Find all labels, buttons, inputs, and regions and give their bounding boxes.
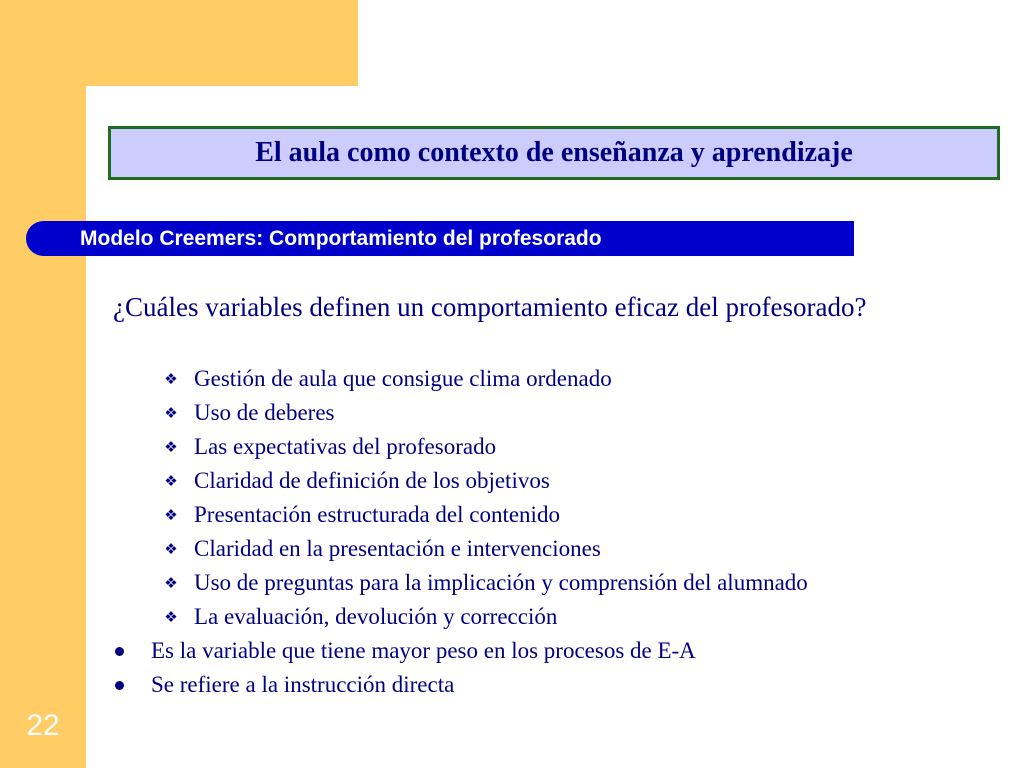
list-item <box>163 396 808 430</box>
list-item <box>163 430 808 464</box>
slide-number: 22 <box>26 709 60 742</box>
list-item-label: Gestión de aula que consigue clima ordenado <box>194 366 612 391</box>
list-item <box>163 498 808 532</box>
title-box <box>108 126 1000 180</box>
list-item <box>113 668 696 702</box>
diamond-bullet-icon: ❖ <box>164 404 178 422</box>
list-item-label: Las expectativas del profesorado <box>194 434 497 459</box>
list-item <box>163 532 808 566</box>
list-item-label: Uso de preguntas para la implicación y comprensión del alumnado <box>194 570 808 595</box>
list-item-label: Presentación estructurada del contenido <box>194 502 560 527</box>
slide-title: El aula como contexto de enseñanza y aprendizaje <box>255 137 853 168</box>
summary-list <box>113 634 696 702</box>
question-text: ¿Cuáles variables definen un comportamiento eficaz del profesorado? <box>113 292 867 322</box>
list-item-label: Claridad en la presentación e intervenciones <box>194 536 601 561</box>
list-item-label: La evaluación, devolución y corrección <box>194 604 558 629</box>
list-item-label: Es la variable que tiene mayor peso en los procesos de E-A <box>151 638 696 663</box>
decorative-left-bar <box>0 0 86 768</box>
diamond-bullet-icon: ❖ <box>164 472 178 490</box>
diamond-bullet-icon: ❖ <box>164 506 178 524</box>
diamond-bullet-icon: ❖ <box>164 540 178 558</box>
round-bullet-icon <box>115 647 124 656</box>
list-item <box>163 362 808 396</box>
diamond-bullet-icon: ❖ <box>164 438 178 456</box>
list-item <box>113 634 696 668</box>
list-item-label: Se refiere a la instrucción directa <box>151 672 455 697</box>
diamond-bullet-icon: ❖ <box>164 370 178 388</box>
diamond-bullet-icon: ❖ <box>164 608 178 626</box>
list-item <box>163 600 808 634</box>
round-bullet-icon <box>115 681 124 690</box>
diamond-bullet-icon: ❖ <box>164 574 178 592</box>
slide-subtitle: Modelo Creemers: Comportamiento del profesorado <box>80 227 602 250</box>
list-item-label: Uso de deberes <box>194 400 335 425</box>
list-item <box>163 464 808 498</box>
criteria-list <box>163 362 808 634</box>
list-item <box>163 566 808 600</box>
list-item-label: Claridad de definición de los objetivos <box>194 468 550 493</box>
